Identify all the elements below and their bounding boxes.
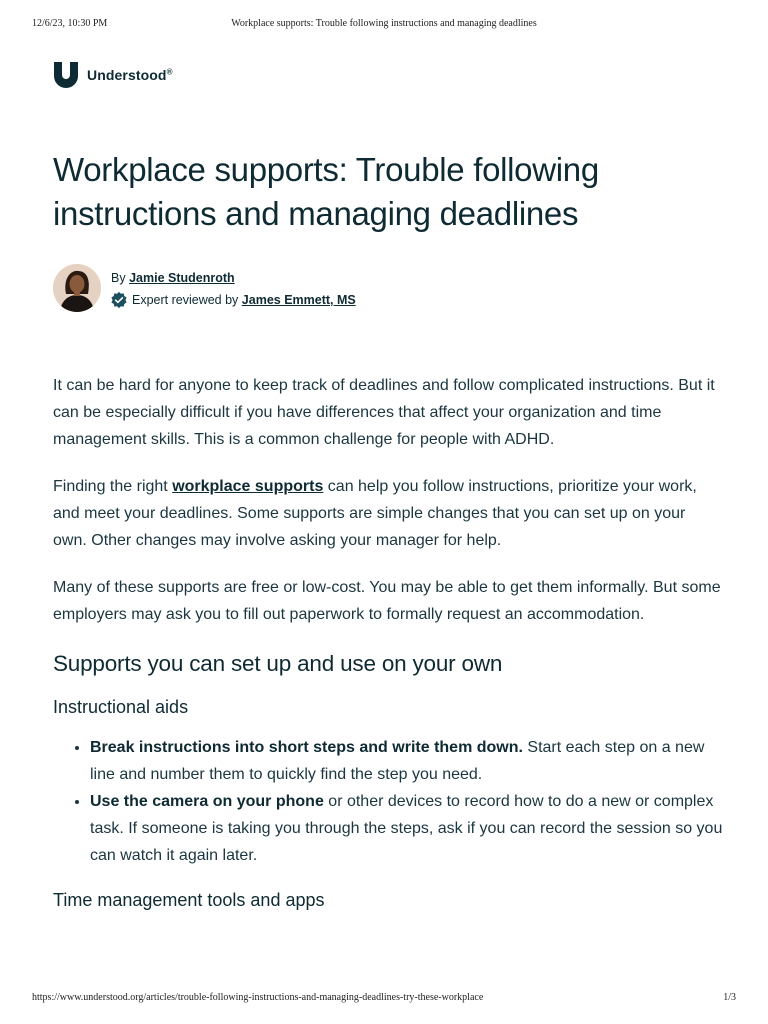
verified-check-icon xyxy=(110,291,128,309)
author-line xyxy=(111,268,356,288)
understood-u-logo-icon xyxy=(52,60,80,90)
byline xyxy=(53,264,356,314)
reviewer-line xyxy=(111,290,356,310)
page-indicator: 1/3 xyxy=(723,992,736,1003)
brand-name: Understood® xyxy=(87,67,173,83)
reviewed-prefix: Expert reviewed by xyxy=(132,293,239,307)
print-page-title: Workplace supports: Trouble following instructions and managing deadlines xyxy=(231,18,537,29)
list-item: • Break instructions into short steps and write them down. Start each step on a new line and number them to quickly find the step you need. xyxy=(90,734,723,788)
subheading-time-management: Time management tools and apps xyxy=(53,890,325,910)
section-heading: Supports you can set up and use on your own xyxy=(53,651,503,676)
by-prefix: By xyxy=(111,271,126,285)
author-avatar xyxy=(53,264,101,312)
brand-logo-link[interactable] xyxy=(52,60,173,90)
intro-paragraph: It can be hard for anyone to keep track of deadlines and follow complicated instructions. But it can be especially difficult if you have differences that affect your organization and time management skills. This is a common challenge for people with ADHD. xyxy=(53,377,715,448)
author-link[interactable]: Jamie Studenroth xyxy=(129,271,235,285)
page-title: Workplace supports: Trouble following instructions and managing deadlines xyxy=(53,151,599,232)
print-url: https://www.understood.org/articles/trouble-following-instructions-and-managing-deadlines-try-these-workplace xyxy=(32,992,484,1003)
list-item: • Use the camera on your phone or other devices to record how to do a new or complex task. If someone is taking you through the steps, ask if you can record the session so you can watch it again later. xyxy=(90,788,723,869)
supports-paragraph: Finding the right workplace supports can help you follow instructions, prioritize your work, and meet your deadlines. Some supports are simple changes that you can set up on your own. Other changes may involve asking your manager for help. xyxy=(53,478,697,549)
cost-paragraph: Many of these supports are free or low-cost. You may be able to get them informally. But some employers may ask you to fill out paperwork to formally request an accommodation. xyxy=(53,579,721,623)
workplace-supports-link[interactable]: workplace supports xyxy=(172,478,324,495)
print-footer xyxy=(32,992,736,1006)
reviewer-link[interactable]: James Emmett, MS xyxy=(241,293,356,307)
print-datetime: 12/6/23, 10:30 PM xyxy=(32,18,108,29)
article-body xyxy=(53,372,723,913)
instructional-aids-list xyxy=(53,734,723,869)
print-header xyxy=(32,18,736,32)
subheading-instructional-aids: Instructional aids xyxy=(53,697,189,717)
